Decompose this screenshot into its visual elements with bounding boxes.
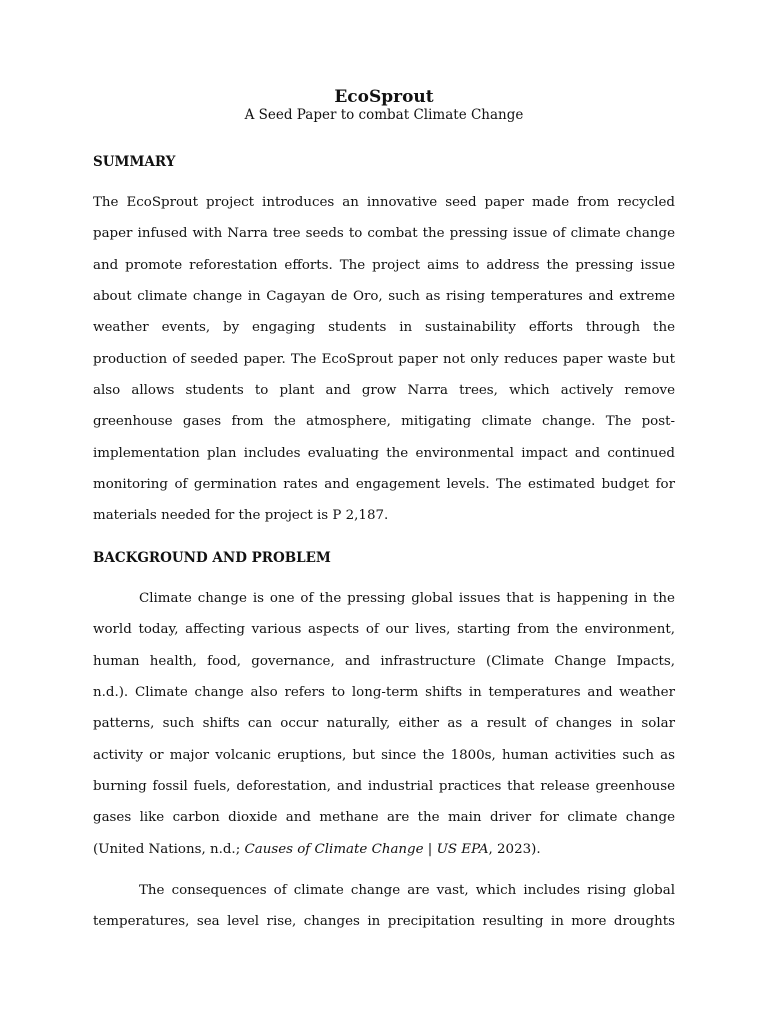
summary-line: greenhouse gases from the atmosphere, mitigating climate change. The post- bbox=[93, 414, 675, 430]
background-line: human health, food, governance, and infrastructure (Climate Change Impacts, bbox=[93, 653, 675, 669]
background-line: Climate change is one of the pressing global issues that is happening in the bbox=[139, 591, 675, 606]
background-line: patterns, such shifts can occur naturally, either as a result of changes in solar bbox=[93, 716, 675, 732]
background-line: activity or major volcanic eruptions, but since the 1800s, human activities such as bbox=[93, 747, 675, 763]
citation-text-before: (United Nations, n.d.; bbox=[93, 841, 245, 857]
background-paragraph-1 bbox=[93, 583, 675, 865]
document-subtitle: A Seed Paper to combat Climate Change bbox=[244, 107, 524, 123]
summary-line: materials needed for the project is P 2,187. bbox=[93, 508, 389, 524]
citation-text-after: , 2023). bbox=[488, 841, 541, 857]
summary-line: about climate change in Cagayan de Oro, such as rising temperatures and extreme bbox=[93, 289, 675, 305]
background-citation-line bbox=[93, 834, 675, 865]
background-line: temperatures, sea level rise, changes in precipitation resulting in more droughts bbox=[93, 914, 675, 930]
summary-line: weather events, by engaging students in sustainability efforts through the bbox=[93, 320, 675, 336]
summary-line: paper infused with Narra tree seeds to combat the pressing issue of climate change bbox=[93, 226, 675, 242]
summary-line: and promote reforestation efforts. The project aims to address the pressing issue bbox=[93, 257, 675, 273]
summary-line: also allows students to plant and grow Narra trees, which actively remove bbox=[93, 383, 675, 399]
summary-line: production of seeded paper. The EcoSprout paper not only reduces paper waste but bbox=[93, 351, 675, 367]
background-paragraph-2 bbox=[93, 875, 675, 938]
background-heading: BACKGROUND AND PROBLEM bbox=[93, 550, 331, 566]
background-line: The consequences of climate change are vast, which includes rising global bbox=[139, 883, 675, 898]
background-line: gases like carbon dioxide and methane are the main driver for climate change bbox=[93, 810, 675, 826]
citation-italic-title: Causes of Climate Change | US EPA bbox=[244, 841, 489, 857]
background-line: burning fossil fuels, deforestation, and industrial practices that release greenhouse bbox=[93, 779, 675, 795]
background-line: n.d.). Climate change also refers to long-term shifts in temperatures and weather bbox=[93, 685, 675, 701]
background-line: world today, affecting various aspects of our lives, starting from the environment, bbox=[93, 622, 675, 638]
document-title: EcoSprout bbox=[334, 87, 434, 107]
summary-line: The EcoSprout project introduces an innovative seed paper made from recycled bbox=[93, 195, 675, 210]
summary-line: implementation plan includes evaluating the environmental impact and continued bbox=[93, 445, 675, 461]
summary-heading: SUMMARY bbox=[93, 154, 176, 170]
summary-paragraph bbox=[93, 187, 675, 532]
summary-line: monitoring of germination rates and engagement levels. The estimated budget for bbox=[93, 477, 675, 493]
